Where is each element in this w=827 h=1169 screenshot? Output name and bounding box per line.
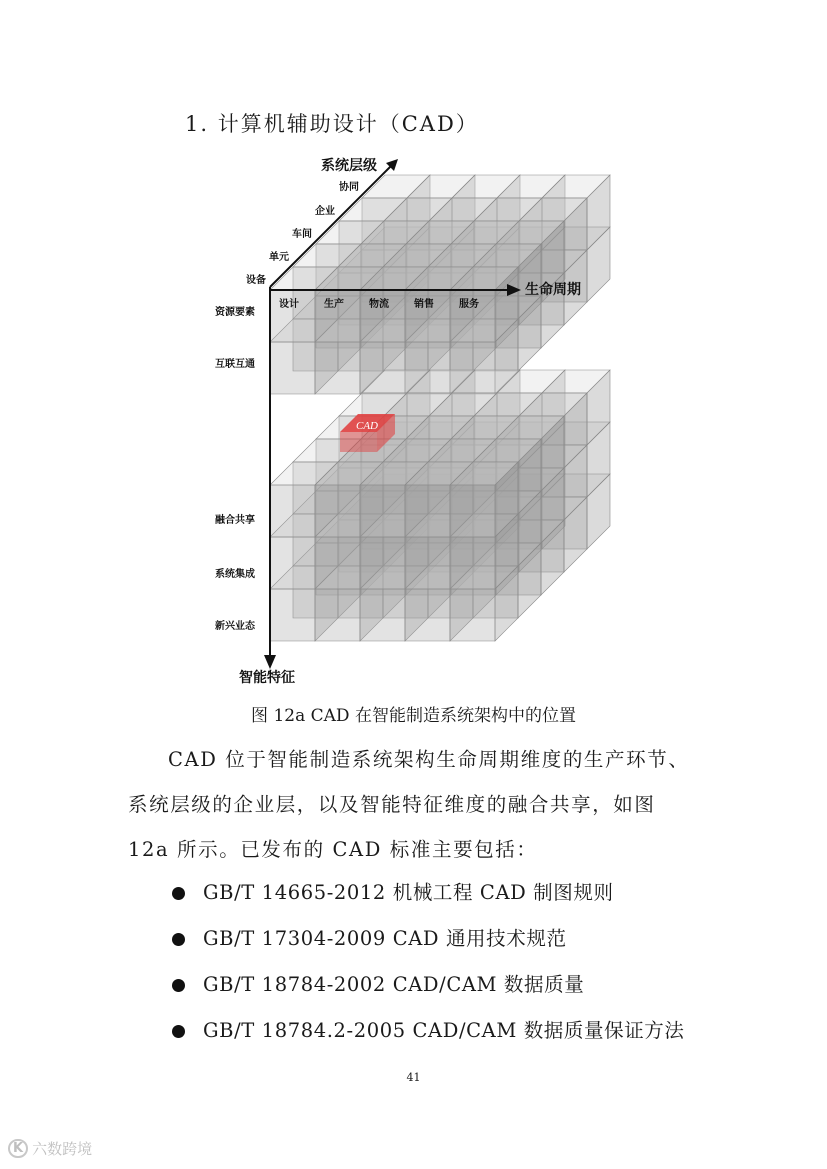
list-item xyxy=(172,1008,685,1054)
cube-front xyxy=(270,589,315,641)
watermark xyxy=(8,1138,92,1159)
level-label: 协同 xyxy=(339,182,359,193)
body-paragraph xyxy=(128,737,698,872)
figure-caption: 图 12a CAD 在智能制造系统架构中的位置 xyxy=(251,706,576,726)
level-label: 企业 xyxy=(315,206,335,217)
bullet-icon xyxy=(172,979,185,992)
cube-front xyxy=(360,589,405,641)
cube-front xyxy=(450,485,495,537)
cube-front xyxy=(405,290,450,342)
cube-front xyxy=(405,485,450,537)
level-label: 单元 xyxy=(269,252,289,263)
feature-label: 系统集成 xyxy=(215,569,255,580)
bullet-icon xyxy=(172,933,185,946)
cube-front xyxy=(315,485,360,537)
feature-label: 资源要素 xyxy=(215,307,255,318)
cube-front xyxy=(270,290,315,342)
page-number: 41 xyxy=(406,1071,421,1084)
stage-label: 生产 xyxy=(324,299,344,310)
list-item xyxy=(172,962,685,1008)
standard-text: GB/T 17304-2009 CAD 通用技术规范 xyxy=(203,927,567,950)
feature-label: 新兴业态 xyxy=(215,621,255,632)
standard-text: GB/T 14665-2012 机械工程 CAD 制图规则 xyxy=(203,881,614,904)
feature-label: 融合共享 xyxy=(215,515,255,526)
level-label: 设备 xyxy=(246,275,266,286)
cad-cube-label: CAD xyxy=(356,420,378,432)
cube-front xyxy=(315,342,360,394)
axis-lifecycle-label: 生命周期 xyxy=(525,282,581,298)
cube-front xyxy=(360,537,405,589)
cube-front xyxy=(270,485,315,537)
axis-smart-arrow xyxy=(264,655,276,669)
standard-text: GB/T 18784-2002 CAD/CAM 数据质量 xyxy=(203,973,585,996)
axis-smart-label: 智能特征 xyxy=(239,670,295,686)
standards-list xyxy=(172,870,685,1054)
architecture-figure xyxy=(195,150,625,695)
cube-front xyxy=(270,342,315,394)
cube-front xyxy=(450,589,495,641)
watermark-text: 六数跨境 xyxy=(32,1140,93,1158)
section-heading: 1. 计算机辅助设计（CAD） xyxy=(185,112,479,136)
stage-label: 设计 xyxy=(279,299,299,310)
list-item xyxy=(172,870,685,916)
stage-label: 物流 xyxy=(369,299,389,310)
stage-label: 服务 xyxy=(459,299,479,310)
bullet-icon xyxy=(172,887,185,900)
axis-system-label: 系统层级 xyxy=(321,158,377,174)
cube-front xyxy=(405,537,450,589)
cad-cube-front xyxy=(340,432,377,452)
watermark-logo-icon: K xyxy=(8,1139,28,1158)
cube-front xyxy=(315,537,360,589)
paragraph-text: CAD 位于智能制造系统架构生命周期维度的生产环节、系统层级的企业层，以及智能特征维度的融合共享，如图 12a 所示。已发布的 CAD 标准主要包括： xyxy=(128,748,690,861)
architecture-diagram xyxy=(195,150,625,695)
cube-front xyxy=(270,537,315,589)
cube-front xyxy=(450,537,495,589)
list-item xyxy=(172,916,685,962)
cube-block-bottom xyxy=(270,370,610,641)
cube-front xyxy=(360,485,405,537)
cube-front xyxy=(315,290,360,342)
level-label: 车间 xyxy=(292,229,312,240)
feature-label: 互联互通 xyxy=(215,359,255,370)
cube-front xyxy=(405,589,450,641)
standard-text: GB/T 18784.2-2005 CAD/CAM 数据质量保证方法 xyxy=(203,1019,685,1042)
bullet-icon xyxy=(172,1025,185,1038)
cube-front xyxy=(315,589,360,641)
stage-label: 销售 xyxy=(414,299,434,310)
cube-front xyxy=(450,290,495,342)
cube-front xyxy=(360,290,405,342)
